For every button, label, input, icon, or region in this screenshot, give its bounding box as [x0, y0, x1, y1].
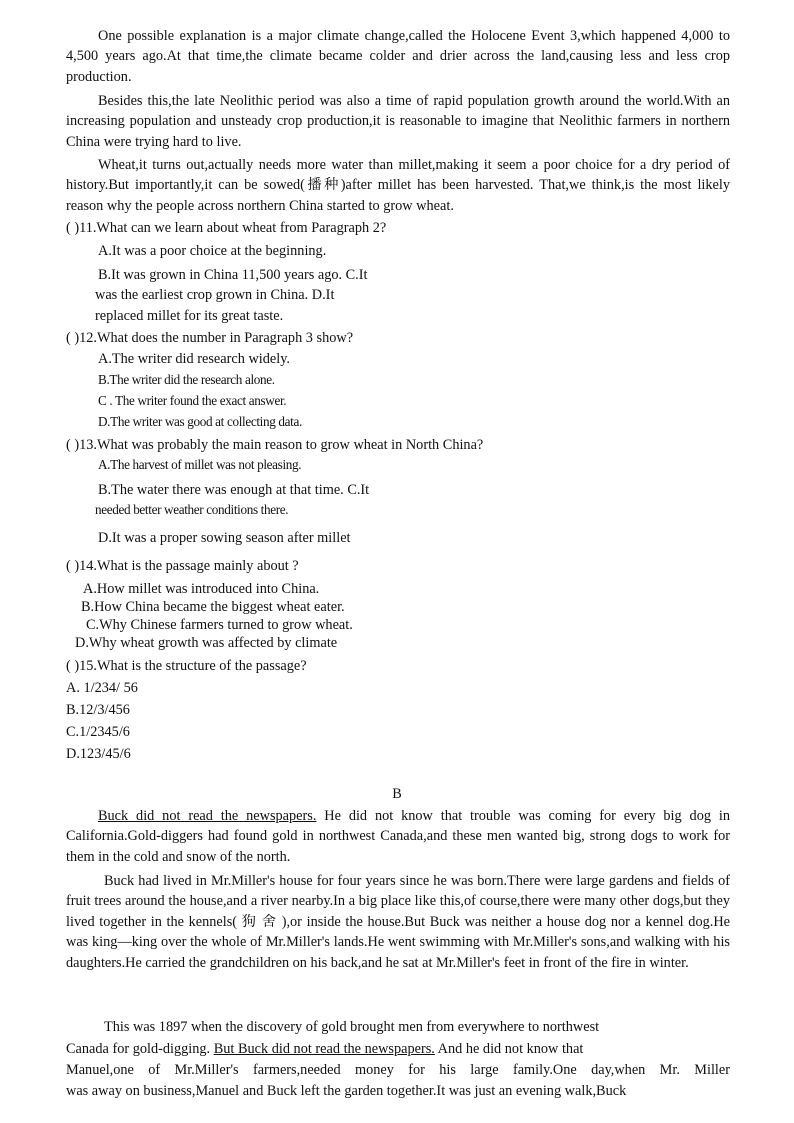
question-11-option-a: A.It was a poor choice at the beginning. — [98, 243, 327, 259]
question-15-option-c: C.1/2345/6 — [66, 724, 130, 740]
question-13-option-b: B.The water there was enough at that time. C.It — [98, 482, 370, 498]
question-14-option-c: C.Why Chinese farmers turned to grow wheat. — [86, 617, 353, 633]
section-b-paragraph-2: Buck had lived in Mr.Miller's house for four years since he was born.There were large gardens and fields of fruit trees around the house,and a river nearby.In a big place like this,of course,there were many other dogs,but they lived together in the kennels( 狗 舍 ),or inside the house.But Buck was neither a house dog nor a kennel dog.He was king—king over the whole of Mr.Miller's lands.He went swimming with Mr.Miller's sons,and walking with his daughters.He carried the grandchildren on his back,and he sat at Mr.Miller's feet in front of the fire in winter. — [66, 873, 730, 971]
passage-a-paragraph-3: Wheat,it turns out,actually needs more water than millet,making it seem a poor choice for a dry period of history.But importantly,it can be sowed(播种)after millet has been harvested. That,we think,is the most likely reason why the people across northern China started to grow wheat. — [66, 157, 730, 214]
passage-a-paragraph-2: Besides this,the late Neolithic period was also a time of rapid population growth around the world.With an increasing population and unsteady crop production,it is reasonable to imagine that Neolithic farmers in northern China were trying hard to live. — [66, 93, 730, 150]
question-15-option-b: B.12/3/456 — [66, 702, 130, 718]
section-b-label: B — [392, 786, 402, 802]
question-11-option-c: was the earliest crop grown in China. D.It — [95, 287, 335, 303]
question-12-option-d: D.The writer was good at collecting data. — [98, 414, 302, 429]
question-11-option-b: B.It was grown in China 11,500 years ago. C.It — [98, 267, 368, 283]
section-b-paragraph-3-line-2: Canada for gold-digging. But Buck did not read the newspapers. And he did not know that — [66, 1041, 584, 1057]
question-12-option-c: C . The writer found the exact answer. — [98, 393, 287, 408]
question-14-option-a: A.How millet was introduced into China. — [83, 581, 320, 597]
question-11-stem: ( )11.What can we learn about wheat from Paragraph 2? — [66, 220, 387, 236]
question-11-option-d: replaced millet for its great taste. — [95, 308, 284, 324]
question-14-option-d: D.Why wheat growth was affected by climate — [75, 635, 338, 651]
section-b-paragraph-3-line-3: Manuel,one of Mr.Miller's farmers,needed money for his large family.One day,when Mr. Miller — [66, 1062, 730, 1078]
section-b-paragraph-3-line-4: was away on business,Manuel and Buck left the garden together.It was just an evening walk,Buck — [66, 1083, 627, 1099]
question-12-stem: ( )12.What does the number in Paragraph 3 show? — [66, 330, 354, 346]
section-b-paragraph-3-line-1: This was 1897 when the discovery of gold brought men from everywhere to northwest — [104, 1019, 600, 1035]
question-15-option-a: A. 1/234/ 56 — [66, 680, 138, 696]
question-13-option-d: D.It was a proper sowing season after millet — [98, 530, 351, 546]
question-15-option-d: D.123/45/6 — [66, 746, 131, 762]
question-13-option-c: needed better weather conditions there. — [95, 502, 289, 517]
underlined-sentence-repeat: But Buck did not read the newspapers. — [213, 1041, 435, 1057]
question-13-stem: ( )13.What was probably the main reason to grow wheat in North China? — [66, 437, 484, 453]
passage-a-paragraph-1: One possible explanation is a major climate change,called the Holocene Event 3,which happened 4,000 to 4,500 years ago.At that time,the climate became colder and drier across the land,causing less and less crop production. — [66, 28, 730, 85]
question-14-stem: ( )14.What is the passage mainly about ? — [66, 558, 299, 574]
question-14-option-b: B.How China became the biggest wheat eater. — [81, 599, 345, 615]
section-b-paragraph-1: Buck did not read the newspapers. He did not know that trouble was coming for every big dog in California.Gold-diggers had found gold in northwest Canada,and these men wanted big, strong dogs to work for them in the cold and snow of the north. — [66, 808, 730, 865]
question-13-option-a: A.The harvest of millet was not pleasing. — [98, 457, 302, 472]
underlined-sentence: Buck did not read the newspapers. — [98, 808, 317, 824]
question-15-stem: ( )15.What is the structure of the passage? — [66, 658, 307, 674]
question-12-option-a: A.The writer did research widely. — [98, 351, 291, 367]
question-12-option-b: B.The writer did the research alone. — [98, 372, 275, 387]
